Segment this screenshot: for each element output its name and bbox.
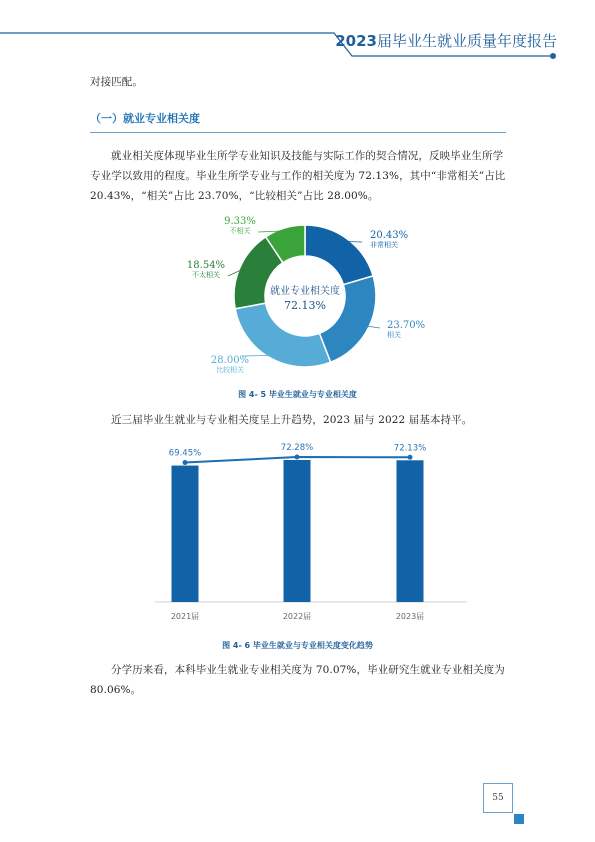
donut-center-value: 72.13% — [284, 299, 326, 312]
trend-point — [295, 455, 300, 460]
x-tick-label: 2022届 — [282, 612, 312, 621]
donut-slice — [235, 303, 330, 367]
donut-value-label: 28.00% — [210, 355, 250, 366]
paragraph-trend: 近三届毕业生就业与专业相关度呈上升趋势，2023 届与 2022 届基本持平。 — [111, 414, 473, 426]
page-corner-square — [514, 814, 524, 824]
figure-caption-4-6: 图 4- 6 毕业生就业与专业相关度变化趋势 — [222, 641, 373, 650]
donut-category-label: 比较相关 — [216, 366, 244, 374]
intro-tail-text: 对接匹配。 — [90, 76, 143, 88]
donut-slice — [305, 225, 373, 285]
paragraph-by-degree: 分学历来看，本科毕业生就业专业相关度为 70.07%，毕业研究生就业专业相关度为 80.06%。 — [90, 664, 505, 696]
donut-category-label: 不太相关 — [192, 271, 220, 279]
header-title: 2023届毕业生就业质量年度报告 — [335, 32, 557, 50]
data-label: 69.45% — [168, 448, 202, 459]
paragraph-relevance-intro: 就业相关度体现毕业生所学专业知识及技能与实际工作的契合情况，反映毕业生所学专业学以致用的程度。毕业生所学专业与工作的相关度为 72.13%，其中“非常相关”占比 20.43%，“相关”占比 23.70%，“比较相关”占比 28.00%。 — [90, 150, 506, 202]
x-tick-label: 2021届 — [170, 612, 200, 621]
bar — [284, 460, 311, 602]
donut-chart — [170, 210, 440, 385]
x-tick-label: 2023届 — [395, 612, 425, 621]
donut-value-label: 23.70% — [387, 320, 426, 331]
section-title: （一）就业专业相关度 — [90, 112, 200, 125]
figure-caption-4-5: 图 4- 5 毕业生就业与专业相关度 — [238, 390, 357, 399]
bar — [397, 460, 424, 602]
bar-chart — [145, 440, 475, 625]
data-label: 72.28% — [280, 443, 314, 453]
bar — [172, 466, 199, 602]
trend-point — [183, 460, 188, 465]
donut-center-title: 就业专业相关度 — [270, 286, 340, 297]
section-divider — [90, 132, 506, 133]
data-label: 72.13% — [393, 443, 427, 454]
donut-value-label: 9.33% — [224, 216, 256, 227]
donut-category-label: 非常相关 — [370, 241, 398, 249]
trend-point — [408, 455, 413, 460]
donut-category-label: 相关 — [387, 331, 401, 339]
donut-value-label: 18.54% — [186, 260, 226, 271]
page-number: 55 — [483, 783, 513, 813]
donut-category-label: 不相关 — [229, 227, 251, 235]
donut-value-label: 20.43% — [370, 230, 409, 241]
